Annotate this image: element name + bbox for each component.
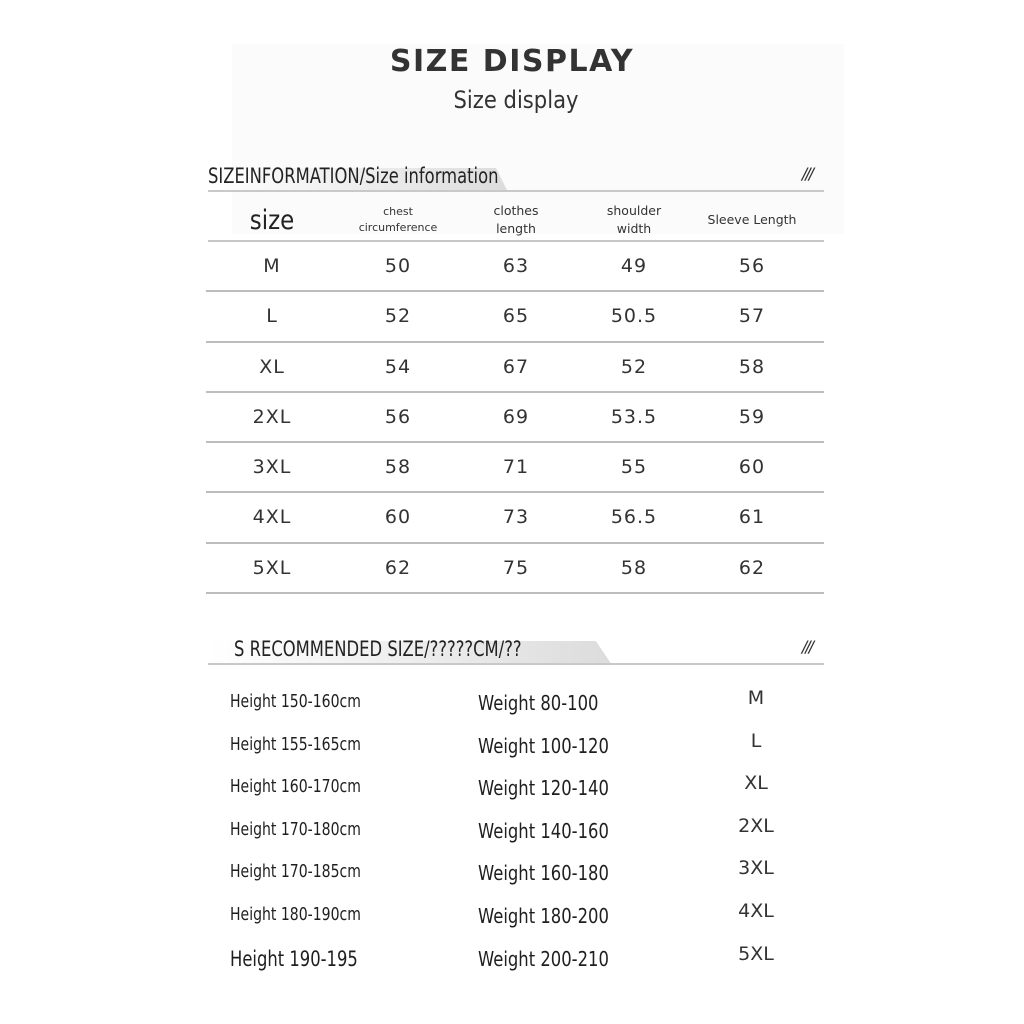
cell-chest: 56 [384, 405, 412, 428]
cell-size: M [263, 255, 281, 277]
height-range: Height 180-190cm [230, 903, 361, 925]
cell-shoulder: 50.5 [610, 305, 658, 328]
cell-size: 5XL [252, 556, 292, 579]
cell-chest: 54 [384, 355, 412, 378]
slash-marks-icon: /// [801, 164, 812, 183]
recommended-size: L [750, 729, 762, 752]
cell-shoulder: 58 [620, 556, 648, 579]
table-row [208, 292, 824, 342]
table-row [208, 393, 824, 443]
weight-range: Weight 160-180 [478, 861, 609, 886]
table-row [208, 343, 824, 393]
height-range: Height 155-165cm [230, 733, 361, 755]
section-divider [208, 190, 824, 192]
section-title: SIZEINFORMATION/Size information [208, 164, 499, 188]
table-row [208, 544, 824, 594]
recommended-size: M [747, 687, 765, 709]
list-item [0, 683, 1024, 726]
height-range: Height 170-185cm [230, 861, 361, 883]
table-row [208, 443, 824, 493]
list-item [0, 853, 1024, 896]
cell-chest: 60 [384, 506, 412, 529]
cell-shoulder: 53.5 [610, 405, 658, 428]
table-header [208, 200, 824, 240]
cell-length: 67 [502, 355, 530, 378]
cell-chest: 58 [384, 456, 412, 479]
table-row [208, 242, 824, 292]
column-header-shoulder [584, 200, 684, 240]
cell-length: 73 [502, 506, 530, 529]
cell-length: 69 [502, 405, 530, 428]
height-range: Height 190-195 [230, 946, 358, 971]
column-header-length [466, 200, 566, 240]
cell-sleeve: 56 [738, 255, 766, 277]
recommended-size: 2XL [738, 814, 774, 837]
page-subtitle: Size display [453, 86, 579, 114]
weight-range: Weight 100-120 [478, 733, 609, 758]
recommended-size-list [0, 683, 1024, 981]
cell-size: L [266, 305, 278, 328]
height-range: Height 160-170cm [230, 776, 361, 798]
height-range: Height 170-180cm [230, 818, 361, 840]
weight-range: Weight 80-100 [478, 691, 599, 715]
slash-marks-icon: /// [801, 637, 812, 656]
cell-length: 71 [502, 456, 530, 479]
weight-range: Weight 140-160 [478, 818, 609, 843]
page-title: SIZE DISPLAY [389, 44, 635, 79]
cell-sleeve: 62 [738, 556, 766, 579]
column-header-chest-line1: chest [383, 205, 413, 218]
column-header-length-line1: clothes [493, 203, 539, 218]
cell-length: 63 [502, 255, 530, 277]
cell-shoulder: 55 [620, 456, 648, 479]
table-row [208, 493, 824, 543]
list-item [0, 939, 1024, 982]
size-table [208, 200, 824, 594]
list-item [0, 811, 1024, 854]
recommended-size: XL [744, 772, 768, 795]
height-range: Height 150-160cm [230, 691, 361, 712]
column-header-chest-line2: circumference [358, 221, 438, 234]
recommended-size: 5XL [738, 942, 774, 965]
recommended-size: 4XL [738, 899, 774, 922]
section-title: S RECOMMENDED SIZE/?????CM/?? [234, 637, 522, 661]
column-header-shoulder-line2: width [616, 221, 652, 236]
cell-shoulder: 49 [620, 255, 648, 277]
recommended-size: 3XL [738, 857, 774, 880]
cell-size: 2XL [252, 405, 292, 428]
weight-range: Weight 200-210 [478, 946, 609, 971]
section-divider [208, 663, 824, 665]
row-divider [206, 592, 824, 594]
list-item [0, 726, 1024, 769]
cell-chest: 52 [384, 305, 412, 328]
cell-size: 3XL [252, 456, 292, 479]
column-header-size: size [249, 204, 295, 236]
cell-sleeve: 61 [738, 506, 766, 529]
column-header-sleeve: Sleeve Length [707, 212, 797, 227]
cell-size: 4XL [252, 506, 292, 529]
cell-shoulder: 56.5 [610, 506, 658, 529]
weight-range: Weight 180-200 [478, 903, 609, 928]
cell-chest: 50 [384, 255, 412, 277]
list-item [0, 896, 1024, 939]
weight-range: Weight 120-140 [478, 776, 609, 801]
list-item [0, 768, 1024, 811]
cell-sleeve: 58 [738, 355, 766, 378]
cell-shoulder: 52 [620, 355, 648, 378]
column-header-shoulder-line1: shoulder [606, 203, 662, 218]
column-header-length-line2: length [496, 221, 536, 236]
cell-size: XL [259, 355, 285, 378]
cell-chest: 62 [384, 556, 412, 579]
cell-sleeve: 60 [738, 456, 766, 479]
cell-length: 75 [502, 556, 530, 579]
cell-sleeve: 59 [738, 405, 766, 428]
cell-length: 65 [502, 305, 530, 328]
column-header-chest [348, 200, 448, 240]
cell-sleeve: 57 [738, 305, 766, 328]
